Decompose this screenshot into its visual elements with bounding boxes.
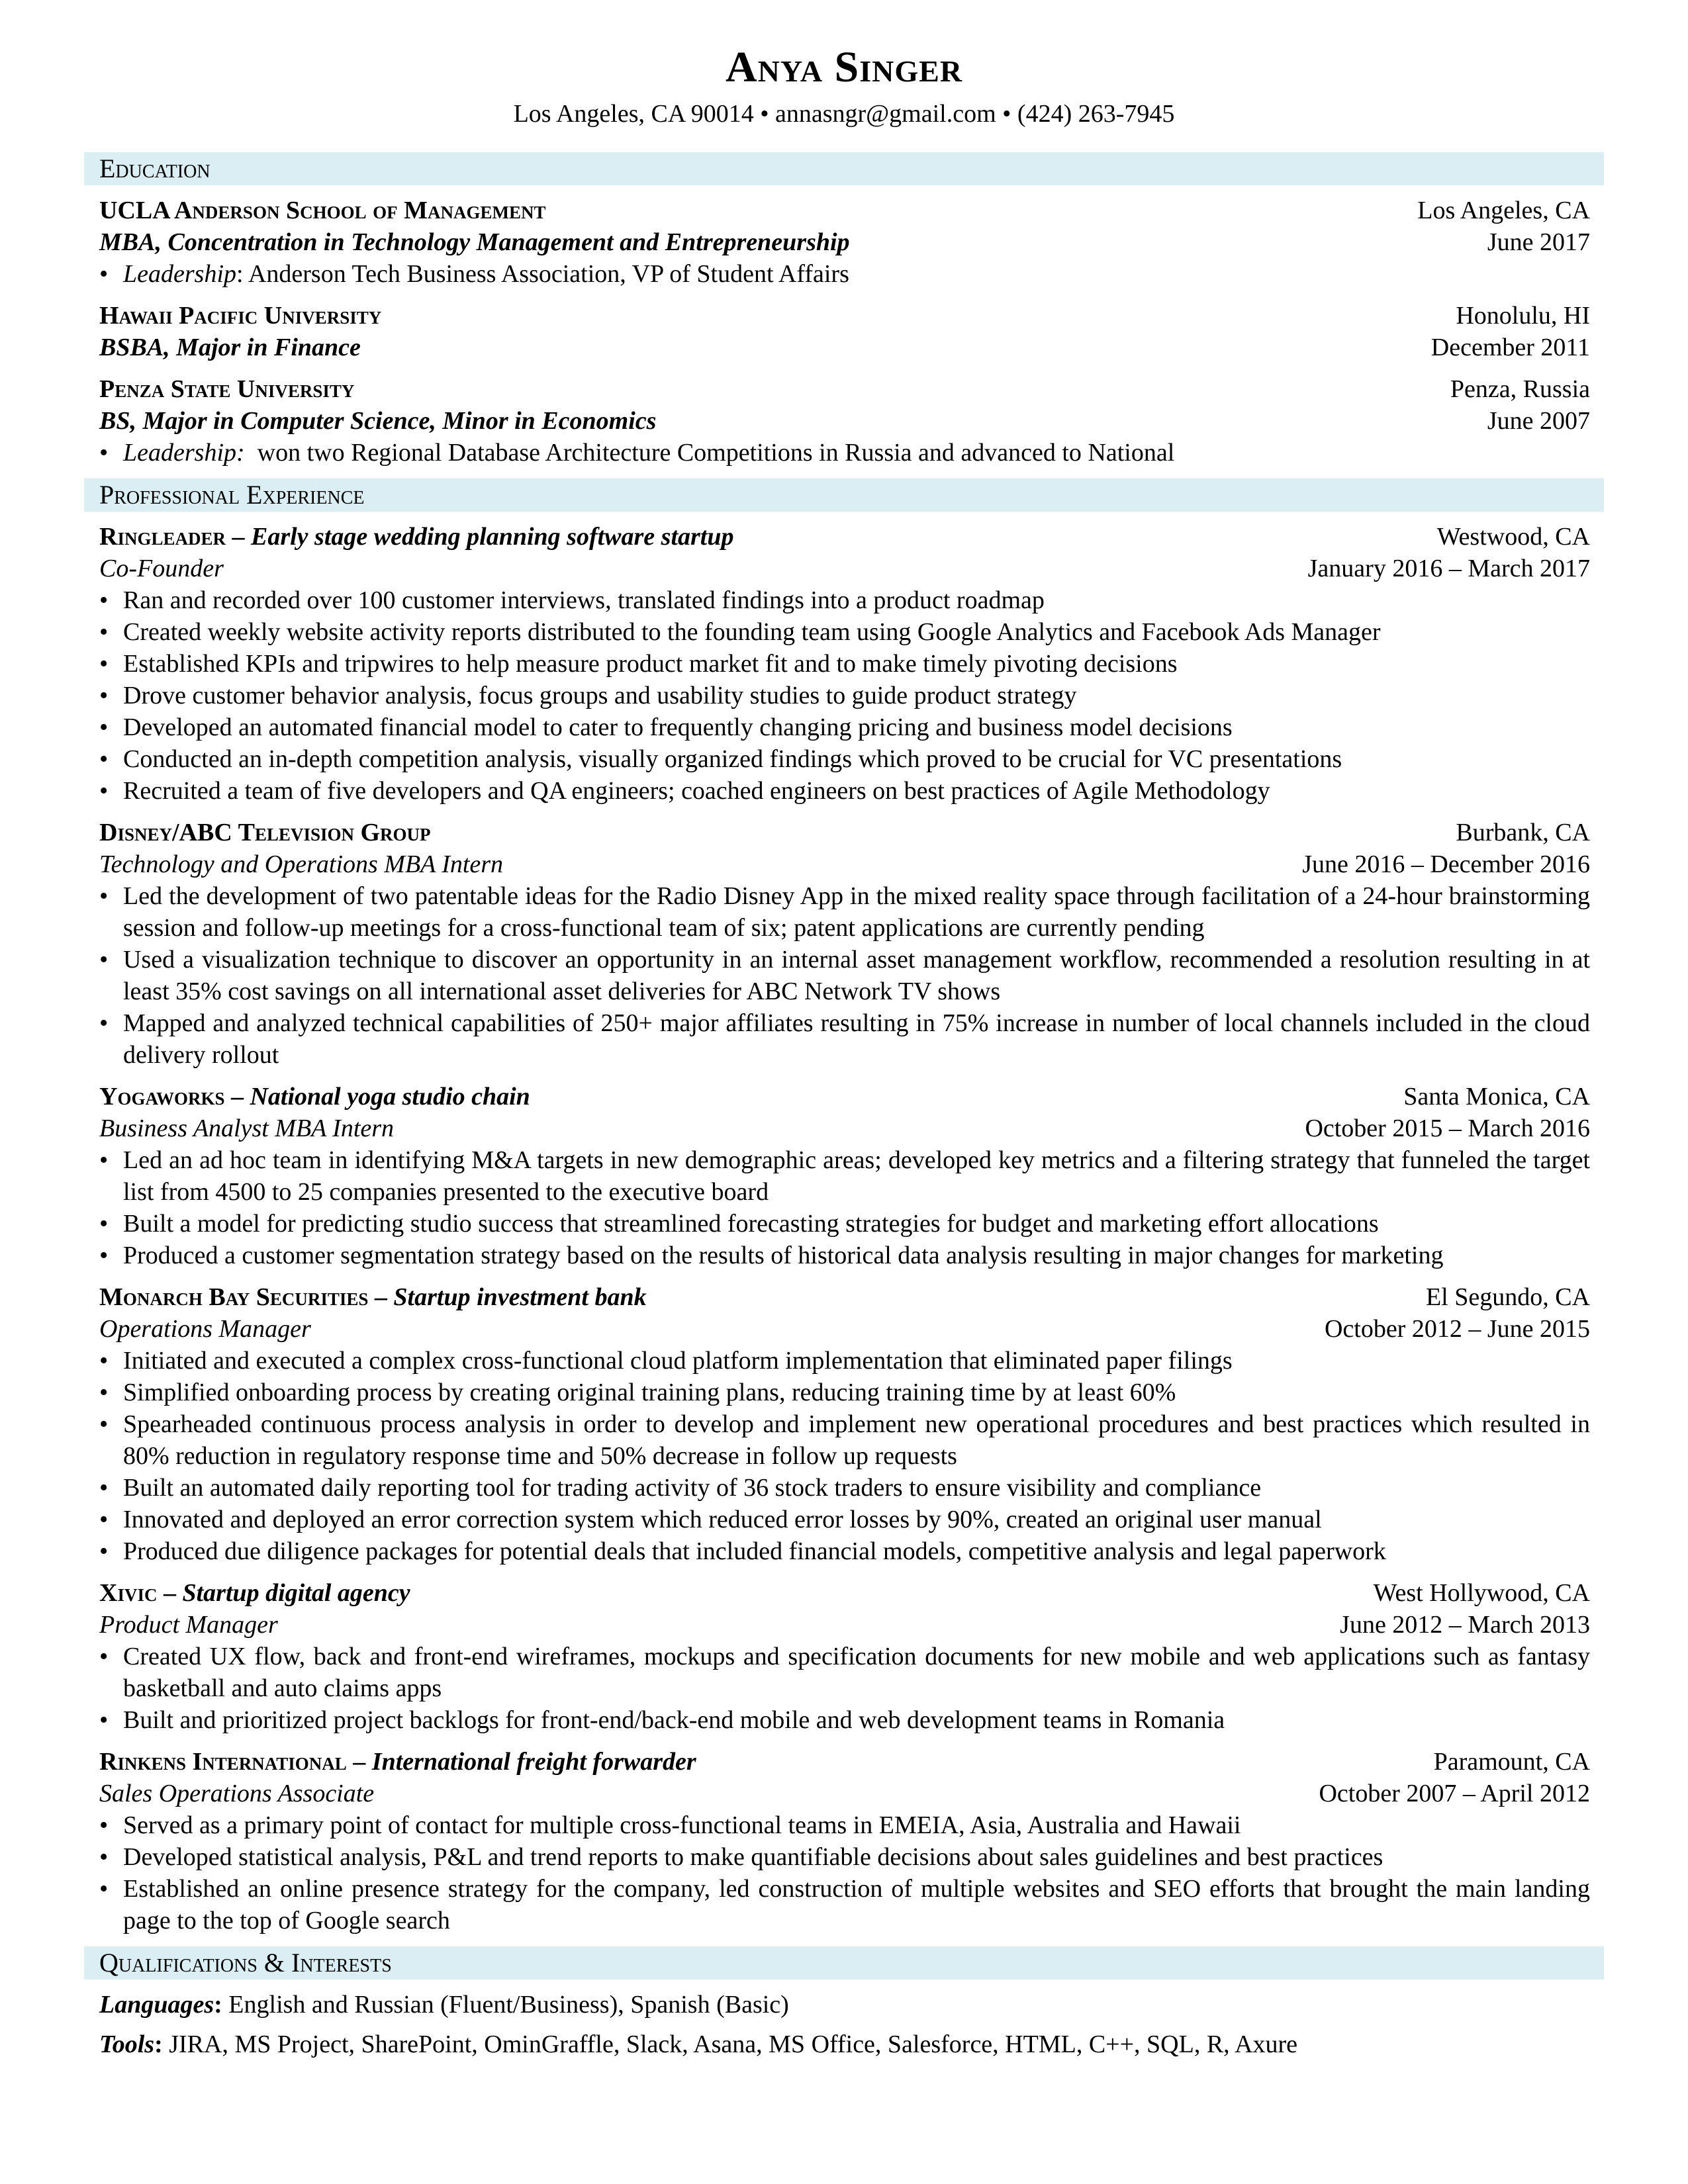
job-row-2 — [99, 848, 1590, 880]
job-bullet — [99, 1809, 1590, 1841]
leadership-label: Leadership — [123, 260, 236, 288]
job-location: West Hollywood, CA — [1373, 1579, 1590, 1607]
bullet-text: Created UX flow, back and front-end wireframes, mockups and specification documents for new mobile and web applications such as fantasy basketball and auto claims apps — [123, 1643, 1590, 1702]
company-dash: – — [224, 1083, 250, 1111]
school-name: Hawaii Pacific University — [99, 302, 382, 330]
job-row-2 — [99, 1113, 1590, 1144]
company-name: Xivic — [99, 1579, 158, 1607]
job-entry — [99, 1081, 1590, 1271]
job-heading — [99, 1281, 647, 1313]
bullet-glyph: • — [99, 777, 109, 805]
job-row-1 — [99, 521, 1590, 553]
job-bullets — [99, 1641, 1590, 1736]
job-bullet — [99, 1504, 1590, 1535]
company-dash: – — [368, 1283, 394, 1311]
school-name: UCLA Anderson School of Management — [99, 197, 546, 224]
degree-title: BS, Major in Computer Science, Minor in Economics — [99, 407, 657, 435]
bullet-text: Led an ad hoc team in identifying M&A targets in new demographic areas; developed key metrics and a filtering strategy that funneled the target list from 4500 to 25 companies presented to the executive board — [123, 1146, 1590, 1206]
job-bullet — [99, 711, 1590, 743]
education-list — [84, 195, 1604, 469]
job-row-2 — [99, 553, 1590, 584]
company-name: Rinkens International — [99, 1748, 347, 1776]
company-tagline: Early stage wedding planning software startup — [250, 523, 734, 551]
job-bullet — [99, 1208, 1590, 1240]
job-bullet — [99, 743, 1590, 775]
candidate-name: Anya Singer — [725, 43, 963, 91]
job-location: Burbank, CA — [1456, 819, 1590, 846]
job-heading — [99, 521, 734, 553]
job-role: Business Analyst MBA Intern — [99, 1115, 395, 1142]
bullet-text: Developed statistical analysis, P&L and trend reports to make quantifiable decisions about sales guidelines and best practices — [123, 1843, 1383, 1871]
job-role: Co-Founder — [99, 555, 224, 582]
bullet-text: Led the development of two patentable ideas for the Radio Disney App in the mixed reality space through facilitation of a 24-hour brainstorming session and follow-up meetings for a cross-functional team of six; patent applications are currently pending — [123, 882, 1590, 942]
bullet-glyph: • — [99, 1875, 109, 1903]
bullet-text: Built and prioritized project backlogs for front-end/back-end mobile and web development teams in Romania — [123, 1706, 1225, 1734]
education-entry — [99, 195, 1590, 290]
bullet-glyph: • — [99, 260, 109, 288]
company-name: Ringleader — [99, 523, 226, 551]
degree-title: MBA, Concentration in Technology Management and Entrepreneurship — [99, 228, 850, 256]
education-bullet — [99, 437, 1590, 469]
job-bullet — [99, 944, 1590, 1007]
job-bullet — [99, 1704, 1590, 1736]
company-tagline: Startup investment bank — [393, 1283, 647, 1311]
job-dates: October 2012 – June 2015 — [1324, 1315, 1590, 1343]
school-name: Penza State University — [99, 375, 355, 403]
experience-list — [84, 521, 1604, 1936]
job-heading — [99, 817, 431, 848]
bullet-glyph: • — [99, 1537, 109, 1565]
education-row-2 — [99, 226, 1590, 258]
job-role: Technology and Operations MBA Intern — [99, 850, 504, 878]
job-entry — [99, 817, 1590, 1071]
company-dash: – — [346, 1748, 372, 1776]
degree-title: BSBA, Major in Finance — [99, 334, 361, 361]
job-bullets — [99, 584, 1590, 807]
job-dates: January 2016 – March 2017 — [1307, 555, 1590, 582]
job-row-1 — [99, 1281, 1590, 1313]
bullet-text: Served as a primary point of contact for multiple cross-functional teams in EMEIA, Asia, Australia and Hawaii — [123, 1811, 1241, 1839]
job-heading — [99, 1746, 696, 1778]
company-name: Yogaworks — [99, 1083, 225, 1111]
education-row-1 — [99, 373, 1590, 405]
bullet-glyph: • — [99, 1379, 109, 1406]
school-location: Honolulu, HI — [1456, 302, 1590, 330]
education-bullets — [99, 437, 1590, 469]
bullet-glyph: • — [99, 1706, 109, 1734]
job-bullet — [99, 616, 1590, 648]
resume-body — [84, 152, 1604, 2068]
company-name: Disney/ABC Television Group — [99, 819, 431, 846]
school-location: Penza, Russia — [1450, 375, 1590, 403]
job-bullet — [99, 1240, 1590, 1271]
job-role: Sales Operations Associate — [99, 1780, 375, 1807]
tools-label: Tools — [99, 2030, 155, 2058]
education-entry — [99, 373, 1590, 469]
job-row-1 — [99, 1746, 1590, 1778]
job-location: Westwood, CA — [1436, 523, 1590, 551]
job-bullet — [99, 1377, 1590, 1408]
contact-line: Los Angeles, CA 90014 • annasngr@gmail.com • (424) 263-7945 — [513, 100, 1175, 128]
job-row-1 — [99, 1577, 1590, 1609]
bullet-glyph: • — [99, 1643, 109, 1670]
graduation-date: June 2007 — [1487, 407, 1590, 435]
job-bullets — [99, 1345, 1590, 1567]
job-entry — [99, 1577, 1590, 1736]
bullet-glyph: • — [99, 1009, 109, 1037]
leadership-label: Leadership: — [123, 439, 245, 467]
job-bullets — [99, 1809, 1590, 1936]
languages-colon: : — [214, 1991, 222, 2019]
tools-colon: : — [154, 2030, 163, 2058]
job-bullets — [99, 880, 1590, 1071]
job-row-1 — [99, 1081, 1590, 1113]
bullet-text: Established KPIs and tripwires to help measure product market fit and to make timely pivoting decisions — [123, 650, 1178, 678]
leadership-sep: : — [236, 260, 244, 288]
job-bullet — [99, 775, 1590, 807]
experience-header: Professional Experience — [84, 478, 1604, 512]
tools-line — [99, 2028, 1590, 2060]
bullet-text: Established an online presence strategy for the company, led construction of multiple websites and SEO efforts that brought the main landing page to the top of Google search — [123, 1875, 1590, 1934]
bullet-glyph: • — [99, 1811, 109, 1839]
bullet-text: Ran and recorded over 100 customer interviews, translated findings into a product roadmap — [123, 586, 1045, 614]
company-tagline: National yoga studio chain — [250, 1083, 530, 1111]
languages-line — [99, 1989, 1590, 2021]
bullet-glyph: • — [99, 682, 109, 709]
qualifications-list — [84, 1989, 1604, 2060]
bullet-glyph: • — [99, 1843, 109, 1871]
bullet-text: Produced a customer segmentation strategy based on the results of historical data analysis resulting in major changes for marketing — [123, 1242, 1444, 1269]
job-location: Paramount, CA — [1433, 1748, 1590, 1776]
company-name: Monarch Bay Securities — [99, 1283, 369, 1311]
job-dates: June 2012 – March 2013 — [1340, 1611, 1590, 1639]
bullet-glyph: • — [99, 713, 109, 741]
bullet-glyph: • — [99, 1146, 109, 1174]
job-bullet — [99, 680, 1590, 711]
graduation-date: June 2017 — [1487, 228, 1590, 256]
bullet-glyph: • — [99, 946, 109, 974]
bullet-text: Simplified onboarding process by creating original training plans, reducing training time by at least 60% — [123, 1379, 1176, 1406]
job-bullet — [99, 1007, 1590, 1071]
education-row-1 — [99, 195, 1590, 226]
job-bullet — [99, 1472, 1590, 1504]
education-bullet — [99, 258, 1590, 290]
education-header: Education — [84, 152, 1604, 185]
languages-text: English and Russian (Fluent/Business), Spanish (Basic) — [222, 1991, 789, 2019]
bullet-text: Mapped and analyzed technical capabilities of 250+ major affiliates resulting in 75% increase in number of local channels included in the cloud delivery rollout — [123, 1009, 1590, 1069]
education-entry — [99, 300, 1590, 363]
company-dash: – — [157, 1579, 183, 1607]
bullet-text: Drove customer behavior analysis, focus groups and usability studies to guide product strategy — [123, 682, 1077, 709]
education-row-1 — [99, 300, 1590, 332]
job-bullet — [99, 1841, 1590, 1873]
job-dates: October 2015 – March 2016 — [1305, 1115, 1590, 1142]
job-dates: June 2016 – December 2016 — [1302, 850, 1590, 878]
bullet-text: Spearheaded continuous process analysis in order to develop and implement new operational procedures and best practices which resulted in 80% reduction in regulatory response time and 50% decrease in follow up requests — [123, 1410, 1590, 1470]
job-bullet — [99, 648, 1590, 680]
job-heading — [99, 1081, 530, 1113]
bullet-glyph: • — [99, 745, 109, 773]
graduation-date: December 2011 — [1430, 334, 1590, 361]
bullet-glyph: • — [99, 1506, 109, 1533]
job-entry — [99, 1281, 1590, 1567]
education-row-2 — [99, 332, 1590, 363]
job-entry — [99, 521, 1590, 807]
job-bullet — [99, 1345, 1590, 1377]
company-tagline: International freight forwarder — [371, 1748, 696, 1776]
job-role: Product Manager — [99, 1611, 278, 1639]
education-row-2 — [99, 405, 1590, 437]
bullet-text: Built an automated daily reporting tool for trading activity of 36 stock traders to ensure visibility and compliance — [123, 1474, 1262, 1502]
bullet-glyph: • — [99, 1474, 109, 1502]
job-role: Operations Manager — [99, 1315, 311, 1343]
job-bullet — [99, 1535, 1590, 1567]
job-row-2 — [99, 1778, 1590, 1809]
bullet-glyph: • — [99, 586, 109, 614]
bullet-text: Created weekly website activity reports distributed to the founding team using Google Analytics and Facebook Ads Manager — [123, 618, 1381, 646]
job-heading — [99, 1577, 410, 1609]
bullet-glyph: • — [99, 650, 109, 678]
job-bullet — [99, 1408, 1590, 1472]
bullet-text: Conducted an in-depth competition analysis, visually organized findings which proved to be crucial for VC presentations — [123, 745, 1342, 773]
bullet-glyph: • — [99, 1410, 109, 1438]
leadership-text: Anderson Tech Business Association, VP of Student Affairs — [243, 260, 849, 288]
job-bullet — [99, 880, 1590, 944]
tools-text: JIRA, MS Project, SharePoint, OminGraffle, Slack, Asana, MS Office, Salesforce, HTML, C++, SQL, R, Axure — [162, 2030, 1298, 2058]
bullet-text: Used a visualization technique to discover an opportunity in an internal asset management workflow, recommended a resolution resulting in at least 35% cost savings on all international asset deliveries for ABC Network TV shows — [123, 946, 1590, 1005]
job-location: El Segundo, CA — [1425, 1283, 1590, 1311]
job-row-1 — [99, 817, 1590, 848]
qualifications-header: Qualifications & Interests — [84, 1946, 1604, 1979]
job-bullet — [99, 1144, 1590, 1208]
company-dash: – — [225, 523, 251, 551]
bullet-glyph: • — [99, 1210, 109, 1238]
bullet-glyph: • — [99, 1347, 109, 1375]
bullet-text: Innovated and deployed an error correction system which reduced error losses by 90%, created an original user manual — [123, 1506, 1322, 1533]
job-bullet — [99, 1873, 1590, 1936]
job-bullet — [99, 584, 1590, 616]
bullet-text: Built a model for predicting studio success that streamlined forecasting strategies for budget and marketing effort allocations — [123, 1210, 1379, 1238]
bullet-glyph: • — [99, 439, 109, 467]
company-tagline: Startup digital agency — [182, 1579, 410, 1607]
bullet-text: Recruited a team of five developers and QA engineers; coached engineers on best practices of Agile Methodology — [123, 777, 1270, 805]
bullet-glyph: • — [99, 1242, 109, 1269]
bullet-text: Initiated and executed a complex cross-functional cloud platform implementation that eliminated paper filings — [123, 1347, 1233, 1375]
bullet-text: Developed an automated financial model to cater to frequently changing pricing and business model decisions — [123, 713, 1233, 741]
school-location: Los Angeles, CA — [1417, 197, 1590, 224]
bullet-glyph: • — [99, 882, 109, 910]
bullet-glyph: • — [99, 618, 109, 646]
job-location: Santa Monica, CA — [1403, 1083, 1590, 1111]
languages-label: Languages — [99, 1991, 214, 2019]
leadership-text: won two Regional Database Architecture Competitions in Russia and advanced to National — [244, 439, 1175, 467]
job-dates: October 2007 – April 2012 — [1319, 1780, 1590, 1807]
job-bullets — [99, 1144, 1590, 1271]
education-bullets — [99, 258, 1590, 290]
job-row-2 — [99, 1609, 1590, 1641]
job-entry — [99, 1746, 1590, 1936]
job-row-2 — [99, 1313, 1590, 1345]
bullet-text: Produced due diligence packages for potential deals that included financial models, competitive analysis and legal paperwork — [123, 1537, 1386, 1565]
job-bullet — [99, 1641, 1590, 1704]
